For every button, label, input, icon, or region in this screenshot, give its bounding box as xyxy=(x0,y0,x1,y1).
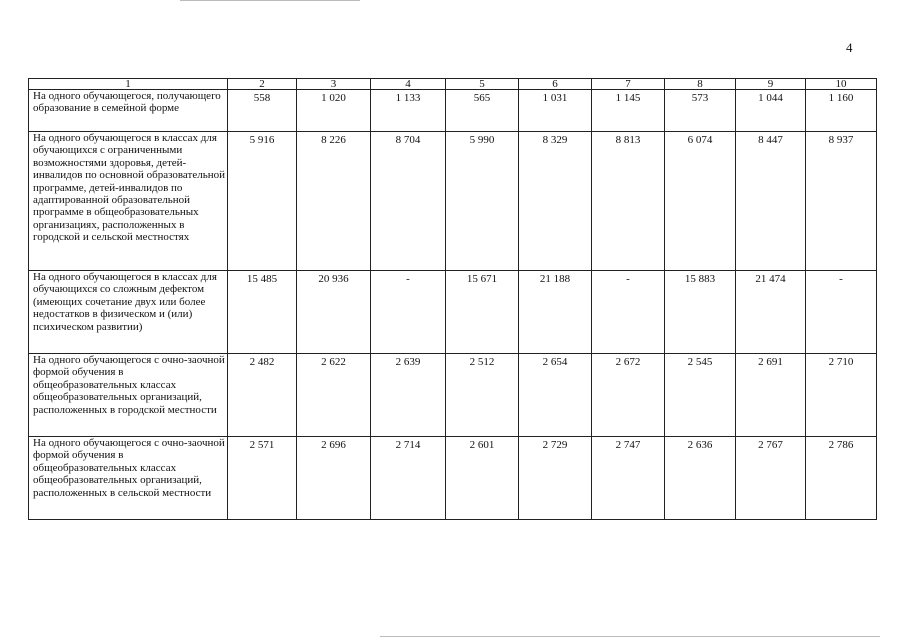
table-cell: - xyxy=(371,271,446,354)
table-cell: 8 813 xyxy=(592,132,665,271)
table-cell: 573 xyxy=(665,90,736,132)
column-number: 5 xyxy=(446,79,519,90)
data-table xyxy=(28,78,877,520)
column-number: 3 xyxy=(297,79,371,90)
table-cell: 1 160 xyxy=(806,90,877,132)
row-label: На одного обучающегося с очно-заочной формой обучения в общеобразовательных классах общеобразовательных организаций, расположенных в городской местности xyxy=(29,354,228,437)
table-row xyxy=(29,90,877,132)
top-edge-line xyxy=(180,0,360,1)
table-cell: 2 482 xyxy=(228,354,297,437)
table-cell: 2 622 xyxy=(297,354,371,437)
table-row xyxy=(29,354,877,437)
table-cell: - xyxy=(806,271,877,354)
table-cell: 2 729 xyxy=(519,437,592,520)
table-cell: 2 767 xyxy=(736,437,806,520)
column-number: 9 xyxy=(736,79,806,90)
table-cell: 2 710 xyxy=(806,354,877,437)
table-cell: 5 990 xyxy=(446,132,519,271)
table-cell: 2 672 xyxy=(592,354,665,437)
table-cell: 20 936 xyxy=(297,271,371,354)
table-header-row xyxy=(29,79,877,90)
table-cell: 8 704 xyxy=(371,132,446,271)
column-number: 8 xyxy=(665,79,736,90)
bottom-edge-line xyxy=(380,636,880,637)
table-cell: 1 020 xyxy=(297,90,371,132)
row-label: На одного обучающегося, получающего образование в семейной форме xyxy=(29,90,228,132)
row-label: На одного обучающегося в классах для обучающихся со сложным дефектом (имеющих сочетание двух или более недостатков в физическом и (или) психическом развитии) xyxy=(29,271,228,354)
column-number: 6 xyxy=(519,79,592,90)
table-cell: 2 786 xyxy=(806,437,877,520)
column-number: 10 xyxy=(806,79,877,90)
table-cell: 2 639 xyxy=(371,354,446,437)
table-cell: 8 329 xyxy=(519,132,592,271)
table-row xyxy=(29,437,877,520)
column-number: 7 xyxy=(592,79,665,90)
table-row xyxy=(29,271,877,354)
table-cell: 2 512 xyxy=(446,354,519,437)
table-cell: 2 636 xyxy=(665,437,736,520)
table-cell: - xyxy=(592,271,665,354)
table-cell: 1 133 xyxy=(371,90,446,132)
table-cell: 1 031 xyxy=(519,90,592,132)
table-cell: 2 696 xyxy=(297,437,371,520)
column-number: 4 xyxy=(371,79,446,90)
column-number: 1 xyxy=(29,79,228,90)
table-cell: 2 691 xyxy=(736,354,806,437)
table-cell: 2 714 xyxy=(371,437,446,520)
table-cell: 8 447 xyxy=(736,132,806,271)
table-row xyxy=(29,132,877,271)
table-cell: 8 226 xyxy=(297,132,371,271)
table-cell: 6 074 xyxy=(665,132,736,271)
table-cell: 8 937 xyxy=(806,132,877,271)
table-cell: 2 747 xyxy=(592,437,665,520)
table-cell: 2 545 xyxy=(665,354,736,437)
table-cell: 21 474 xyxy=(736,271,806,354)
table-cell: 15 883 xyxy=(665,271,736,354)
table-cell: 558 xyxy=(228,90,297,132)
page-number: 4 xyxy=(846,40,853,55)
row-label: На одного обучающегося с очно-заочной формой обучения в общеобразовательных классах общеобразовательных организаций, расположенных в сельской местности xyxy=(29,437,228,520)
table-cell: 2 571 xyxy=(228,437,297,520)
table-cell: 2 601 xyxy=(446,437,519,520)
row-label: На одного обучающегося в классах для обучающихся с ограниченными возможностями здоровья, детей-инвалидов по основной образовательной программе, детей-инвалидов по адаптированной образовательной программе в общеобразовательных организациях, расположенных в городской и сельской местностях xyxy=(29,132,228,271)
table-cell: 15 671 xyxy=(446,271,519,354)
table-cell: 2 654 xyxy=(519,354,592,437)
table-cell: 21 188 xyxy=(519,271,592,354)
table-cell: 1 044 xyxy=(736,90,806,132)
table-cell: 1 145 xyxy=(592,90,665,132)
table-cell: 15 485 xyxy=(228,271,297,354)
column-number: 2 xyxy=(228,79,297,90)
table-cell: 565 xyxy=(446,90,519,132)
table-cell: 5 916 xyxy=(228,132,297,271)
